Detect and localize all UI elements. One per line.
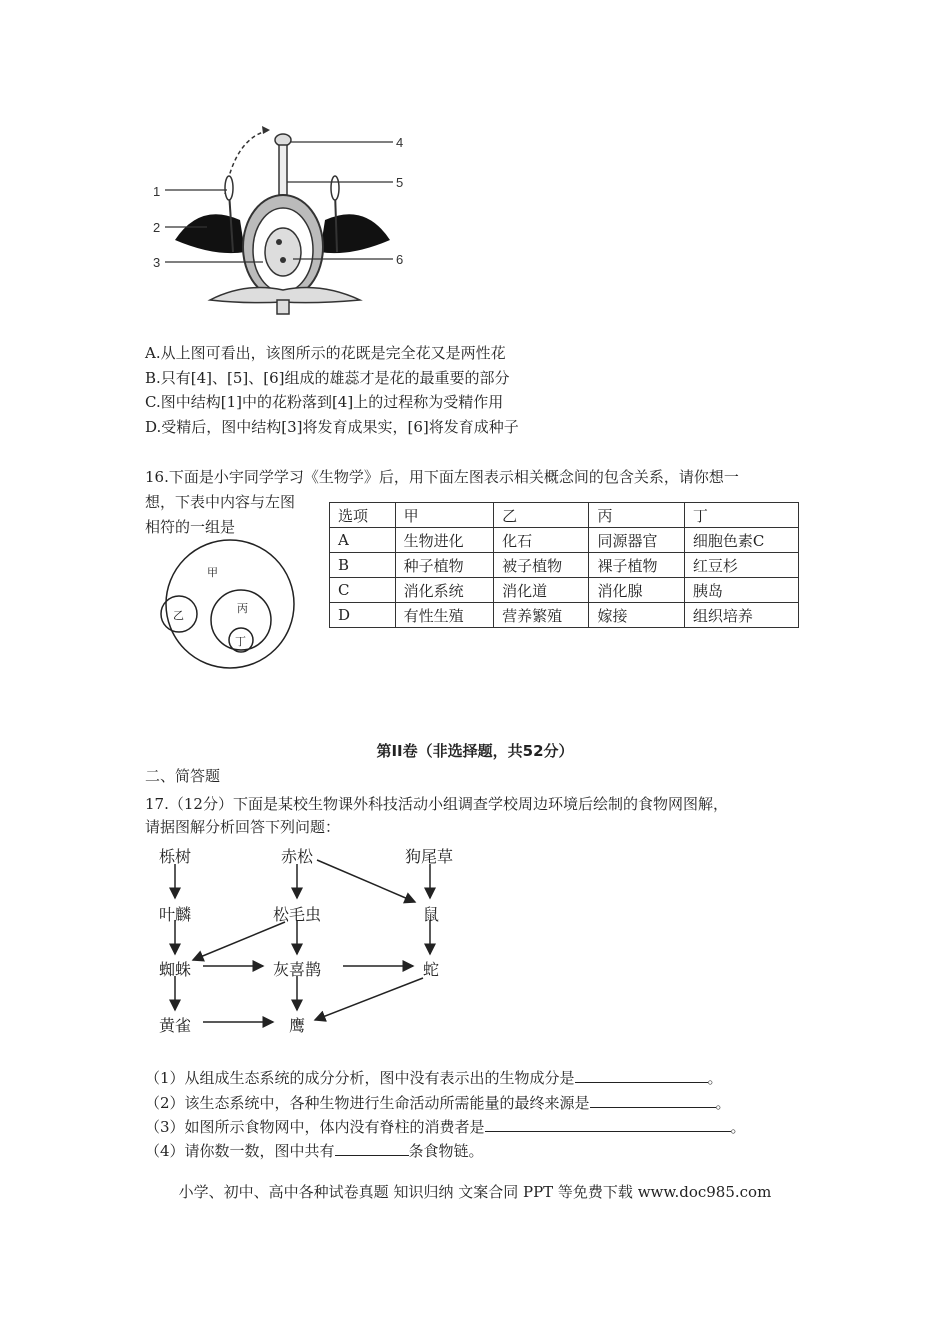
table-cell: 被子植物 <box>494 553 589 578</box>
table-cell: 胰岛 <box>684 578 798 603</box>
venn-label-jia: 甲 <box>207 566 218 579</box>
food-web-node-huangque: 黄雀 <box>159 1016 192 1035</box>
q15-option-a: A.从上图可看出，该图所示的花既是完全花又是两性花 <box>145 344 506 362</box>
table-cell: B <box>330 553 396 578</box>
q17-question-4-text: （4）请你数一数，图中共有 <box>145 1142 335 1160</box>
food-web-node-huixique: 灰喜鹊 <box>273 960 322 979</box>
table-row <box>330 553 799 578</box>
food-web-node-chisong: 赤松 <box>281 847 314 866</box>
venn-diagram <box>145 538 315 670</box>
table-cell: 细胞色素C <box>684 528 798 553</box>
q16-stem-line1: 16.下面是小宇同学学习《生物学》后，用下面左图表示相关概念间的包含关系，请你想一 <box>145 468 739 486</box>
q17-question-1-end: 。 <box>707 1069 723 1087</box>
table-cell: 组织培养 <box>684 603 798 628</box>
answer-blank-3[interactable] <box>485 1115 731 1132</box>
table-cell: 生物进化 <box>395 528 493 553</box>
flower-label-6: 6 <box>396 252 404 267</box>
q16-stem-line2: 想，下表中内容与左图 <box>145 493 296 511</box>
q17-question-1-text: （1）从组成生态系统的成分分析，图中没有表示出的生物成分是 <box>145 1069 575 1087</box>
table-cell: 丁 <box>684 503 798 528</box>
table-cell: 种子植物 <box>395 553 493 578</box>
food-web-node-shu: 鼠 <box>423 905 440 924</box>
table-row <box>330 528 799 553</box>
table-cell: 红豆杉 <box>684 553 798 578</box>
table-cell: 化石 <box>494 528 589 553</box>
q16-stem-line3: 相符的一组是 <box>145 518 236 536</box>
q17-question-4-end: 条食物链。 <box>408 1142 484 1160</box>
food-web-node-yelin: 叶麟 <box>159 905 192 924</box>
q17-stem-line2: 请据图解分析回答下列问题： <box>145 818 341 836</box>
food-web-node-ying: 鹰 <box>289 1016 306 1035</box>
table-cell: 甲 <box>395 503 493 528</box>
table-cell: 同源器官 <box>589 528 684 553</box>
q15-option-d: D.受精后，图中结构[3]将发育成果实，[6]将发育成种子 <box>145 418 519 436</box>
table-row <box>330 578 799 603</box>
food-web-node-zhizhu: 蜘蛛 <box>159 960 192 979</box>
food-web-node-gouweicao: 狗尾草 <box>405 847 454 866</box>
table-cell: D <box>330 603 396 628</box>
flower-label-1: 1 <box>153 184 161 199</box>
section-subtitle: 二、简答题 <box>145 767 221 785</box>
flower-structure-diagram <box>145 122 425 322</box>
table-cell: 营养繁殖 <box>494 603 589 628</box>
flower-label-5: 5 <box>396 175 404 190</box>
q17-question-2 <box>145 1091 731 1114</box>
answer-blank-1[interactable] <box>575 1066 708 1083</box>
venn-label-yi: 乙 <box>173 609 184 622</box>
q17-question-2-end: 。 <box>715 1094 731 1112</box>
answer-blank-4[interactable] <box>335 1139 409 1156</box>
q17-question-3-text: （3）如图所示食物网中，体内没有脊柱的消费者是 <box>145 1118 485 1136</box>
q15-option-b: B.只有[4]、[5]、[6]组成的雄蕊才是花的最重要的部分 <box>145 369 510 387</box>
venn-label-ding: 丁 <box>235 635 246 648</box>
table-cell: 消化道 <box>494 578 589 603</box>
table-header-row <box>330 503 799 528</box>
q17-question-4 <box>145 1139 484 1162</box>
table-cell: C <box>330 578 396 603</box>
food-web-node-lishu: 栎树 <box>159 847 192 866</box>
food-web-diagram <box>145 840 475 1040</box>
table-cell: 消化腺 <box>589 578 684 603</box>
q17-stem-line1: 17.（12分）下面是某校生物课外科技活动小组调查学校周边环境后绘制的食物网图解， <box>145 795 728 813</box>
table-cell: 选项 <box>330 503 396 528</box>
footer: 小学、初中、高中各种试卷真题 知识归纳 文案合同 PPT 等免费下载 www.doc985.com <box>178 1183 772 1201</box>
flower-label-2: 2 <box>153 220 161 235</box>
venn-label-bing: 丙 <box>237 602 248 615</box>
flower-label-4: 4 <box>396 135 404 150</box>
q15-option-c: C.图中结构[1]中的花粉落到[4]上的过程称为受精作用 <box>145 393 504 411</box>
q17-question-2-text: （2）该生态系统中，各种生物进行生命活动所需能量的最终来源是 <box>145 1094 590 1112</box>
table-cell: 有性生殖 <box>395 603 493 628</box>
section-title: 第II卷（非选择题，共52分） <box>376 742 574 760</box>
q16-options-table <box>329 502 799 628</box>
flower-label-3: 3 <box>153 255 161 270</box>
table-row <box>330 603 799 628</box>
table-cell: 丙 <box>589 503 684 528</box>
table-cell: 乙 <box>494 503 589 528</box>
table-cell: 嫁接 <box>589 603 684 628</box>
table-cell: A <box>330 528 396 553</box>
food-web-node-songmaochong: 松毛虫 <box>273 905 322 924</box>
table-cell: 裸子植物 <box>589 553 684 578</box>
table-cell: 消化系统 <box>395 578 493 603</box>
q17-question-3-end: 。 <box>730 1118 746 1136</box>
answer-blank-2[interactable] <box>590 1091 716 1108</box>
food-web-node-she: 蛇 <box>423 960 440 979</box>
q17-question-1 <box>145 1066 723 1089</box>
q17-question-3 <box>145 1115 746 1138</box>
